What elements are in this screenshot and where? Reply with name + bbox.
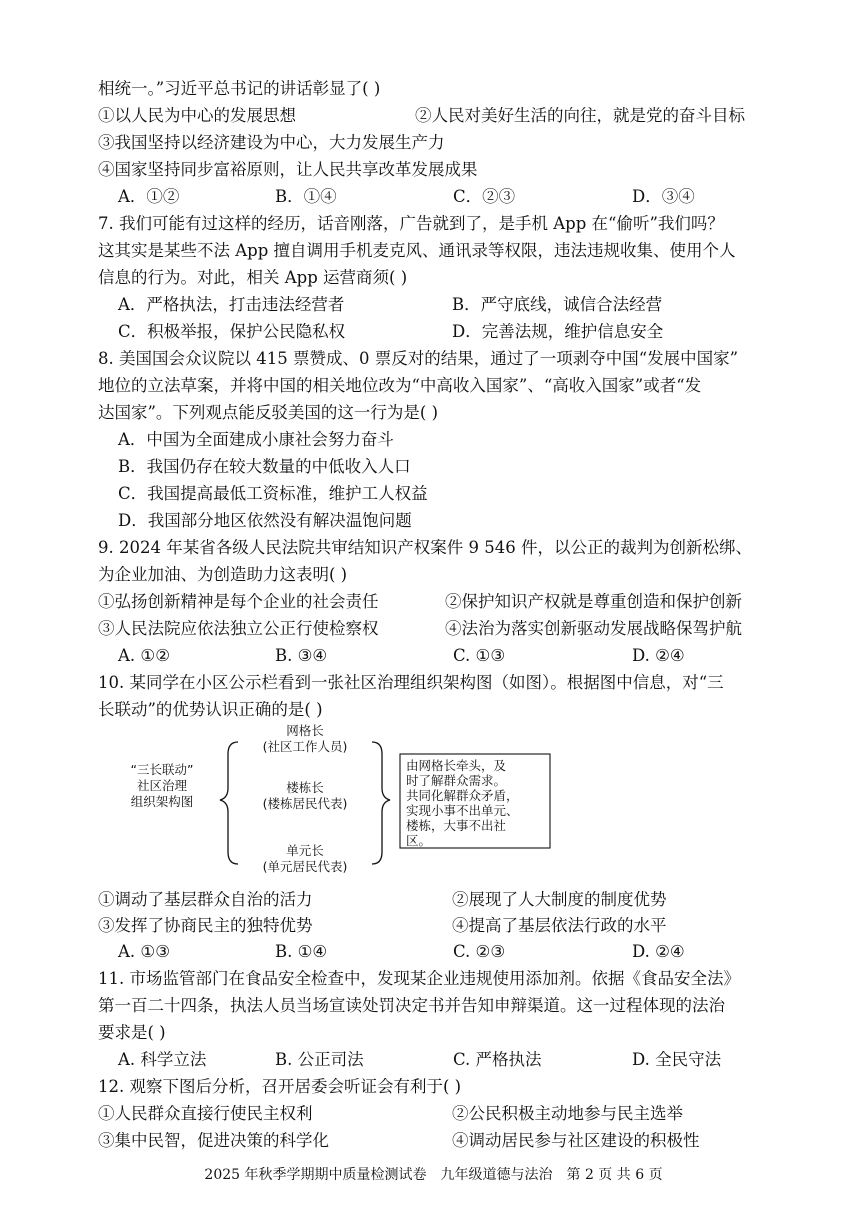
q8-option-c: C．我国提高最低工资标准，维护工人权益 [118,484,428,503]
q12-statement-3: ③集中民智，促进决策的科学化 [98,1131,329,1150]
q6-stem: 相统一。”习近平总书记的讲话彰显了( ) [98,79,381,98]
q9-statement-4: ④法治为落实创新驱动发展战略保驾护航 [445,619,742,638]
q11-option-c: C. 严格执法 [453,1050,542,1069]
diagram-left-label-2: 社区治理 [136,778,188,793]
diagram-right-line-4: 实现小事不出单元、 [406,803,519,818]
q10-option-c: C. ②③ [453,942,506,961]
q10-statement-3: ③发挥了协商民主的独特优势 [98,916,313,935]
q11-stem-line-2: 第一百二十四条，执法人员当场宣读处罚决定书并告知申辩渠道。这一过程体现的法治 [98,996,725,1015]
diagram-left-label-1: “三长联动” [130,762,194,777]
q7-stem-line-3: 信息的行为。对此，相关 App 运营商须( ) [98,268,408,287]
diagram-mid-sub: (楼栋居民代表) [262,796,348,811]
right-bracket [372,742,390,864]
community-governance-diagram [110,722,580,882]
q10-option-b: B. ①④ [275,942,328,961]
page-footer: 2025 年秋季学期期中质量检测试卷 九年级道德与法治 第 2 页 共 6 页 [204,1167,663,1183]
q8-stem-line-2: 地位的立法草案，并将中国的相关地位改为“中高收入国家”、“高收入国家”或者“发 [98,376,702,395]
q8-stem-line-1: 8. 美国国会众议院以 415 票赞成、0 票反对的结果，通过了一项剥夺中国“发展中国家” [98,349,739,368]
q11-option-b: B. 公正司法 [275,1050,364,1069]
q10-option-d: D. ②④ [632,942,685,961]
q8-option-d: D．我国部分地区依然没有解决温饱问题 [118,511,412,530]
q12-statement-1: ①人民群众直接行使民主权利 [98,1104,313,1123]
q6-option-a: A．①② [118,187,180,206]
q10-statement-1: ①调动了基层群众自治的活力 [98,890,313,909]
q8-option-b: B．我国仍存在较大数量的中低收入人口 [118,457,411,476]
q10-stem-line-2: 长联动”的优势认识正确的是( ) [98,700,323,719]
q7-option-c: C．积极举报，保护公民隐私权 [118,322,346,341]
diagram-top-sub: (社区工作人员) [262,739,348,754]
q9-option-a: A. ①② [118,646,170,665]
q7-option-d: D．完善法规，维护信息安全 [452,322,664,341]
q9-option-d: D. ②④ [632,646,685,665]
q10-statement-4: ④提高了基层依法行政的水平 [452,916,667,935]
diagram-right-line-3: 共同化解群众矛盾， [406,788,519,803]
q8-option-a: A．中国为全面建成小康社会努力奋斗 [118,430,394,449]
q8-stem-line-3: 达国家”。下列观点能反驳美国的这一行为是( ) [98,403,439,422]
q6-statement-4: ④国家坚持同步富裕原则，让人民共享改革发展成果 [98,160,478,179]
left-bracket [220,742,238,864]
diagram-bot-title: 单元长 [286,843,324,858]
q6-statement-3: ③我国坚持以经济建设为中心，大力发展生产力 [98,133,445,152]
q6-statement-1: ①以人民为中心的发展思想 [98,106,296,125]
q6-option-b: B．①④ [275,187,337,206]
diagram-bot-sub: (单元居民代表) [262,859,348,874]
q6-statement-2: ②人民对美好生活的向往，就是党的奋斗目标 [415,106,745,125]
q11-stem-line-3: 要求是( ) [98,1023,166,1042]
q6-option-d: D．③④ [632,187,695,206]
q12-stem: 12. 观察下图后分析，召开居委会听证会有利于( ) [98,1077,462,1096]
q9-stem-line-1: 9. 2024 年某省各级人民法院共审结知识产权案件 9 546 件，以公正的裁判为创新松绑、 [98,538,752,557]
q7-stem-line-2: 这其实是某些不法 App 擅自调用手机麦克风、通讯录等权限，违法违规收集、使用个人 [98,241,736,260]
q9-statement-2: ②保护知识产权就是尊重创造和保护创新 [445,592,742,611]
q9-option-b: B. ③④ [275,646,328,665]
diagram-right-line-5: 楼栋，大事不出社 [406,818,507,833]
diagram-right-line-2: 时了解群众需求。 [406,773,507,788]
q9-statement-1: ①弘扬创新精神是每个企业的社会责任 [98,592,379,611]
q9-option-c: C. ①③ [453,646,506,665]
diagram-right-line-6: 区。 [406,833,432,848]
q7-stem-line-1: 7. 我们可能有过这样的经历，话音刚落，广告就到了，是手机 App 在“偷听”我们吗？ [98,214,724,233]
q9-stem-line-2: 为企业加油、为创造助力这表明( ) [98,565,348,584]
q12-statement-4: ④调动居民参与社区建设的积极性 [452,1131,700,1150]
q7-option-a: A．严格执法，打击违法经营者 [118,295,345,314]
q6-option-c: C．②③ [453,187,516,206]
diagram-top-title: 网格长 [286,723,324,738]
q10-option-a: A. ①③ [118,942,170,961]
q10-stem-line-1: 10. 某同学在小区公示栏看到一张社区治理组织架构图（如图）。根据图中信息，对“三 [98,673,724,692]
diagram-left-label-3: 组织架构图 [130,794,194,809]
q12-statement-2: ②公民积极主动地参与民主选举 [452,1104,683,1123]
q7-option-b: B．严守底线，诚信合法经营 [452,295,663,314]
q11-option-a: A. 科学立法 [118,1050,207,1069]
diagram-mid-title: 楼栋长 [286,780,324,795]
q11-stem-line-1: 11. 市场监管部门在食品安全检查中，发现某企业违规使用添加剂。依据《食品安全法》 [98,969,740,988]
q10-statement-2: ②展现了人大制度的制度优势 [452,890,667,909]
diagram-right-line-1: 由网格长牵头，及 [406,758,507,773]
q9-statement-3: ③人民法院应依法独立公正行使检察权 [98,619,379,638]
q11-option-d: D. 全民守法 [632,1050,722,1069]
